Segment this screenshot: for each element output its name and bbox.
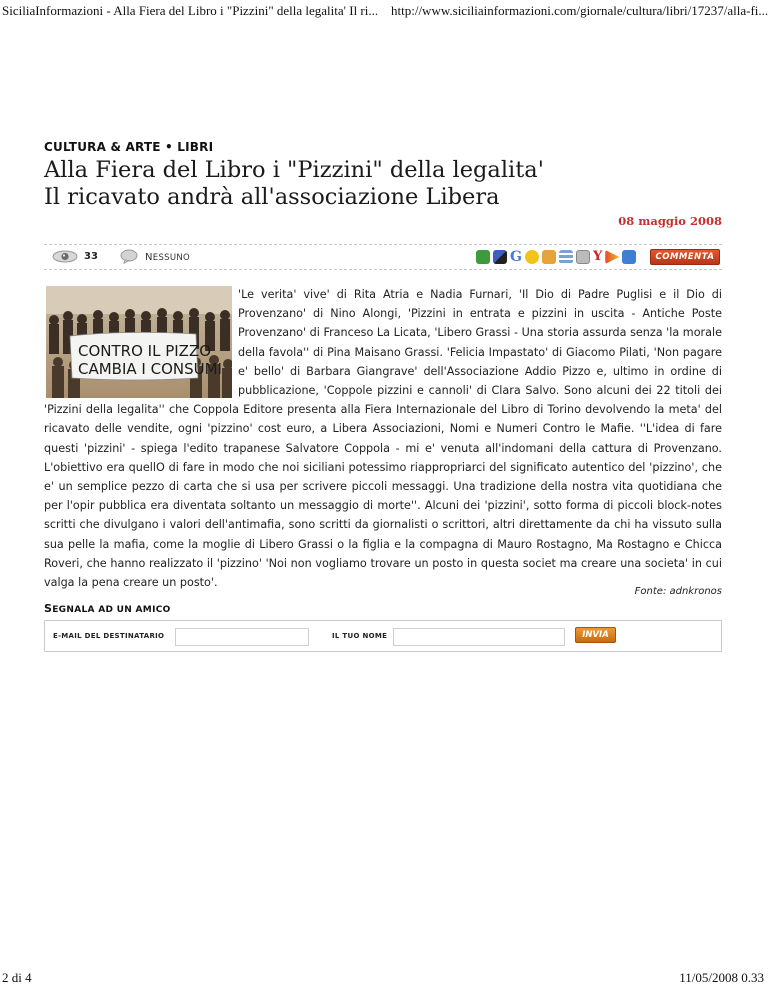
section-kicker: CULTURA & ARTE • LIBRI xyxy=(44,140,214,154)
share-yahoo-icon[interactable]: Y xyxy=(592,249,603,264)
your-name-input[interactable] xyxy=(393,628,565,646)
photo-spacer xyxy=(44,285,238,398)
print-page-url: http://www.siciliainformazioni.com/giornale/cultura/libri/17237/alla-fi... xyxy=(391,3,768,18)
headline-line-2: Il ricavato andrà all'associazione Libera xyxy=(44,184,500,210)
article-source: Fonte: adnkronos xyxy=(634,586,722,597)
share-grid-icon[interactable] xyxy=(576,250,590,264)
share-delicious-icon[interactable] xyxy=(493,250,507,264)
print-header xyxy=(0,0,768,20)
banner-line-1: CONTRO IL PIZZO xyxy=(78,342,212,360)
article-meta-bar xyxy=(44,244,722,270)
share-google-icon[interactable]: G xyxy=(510,249,522,265)
share-form xyxy=(44,620,722,652)
article-body-text: 'Le verita' vive' di Rita Atria e Nadia Furnari, 'Il Dio di Padre Puglisi e il Dio di Provenzano' di Nino Alongi, 'Pizzini in entrata e pizzini in uscita - Antiche Poste Provenzano' di Franceso La Licata, 'Libero Grassi - Una storia assurda senza 'la morale della favola'' di Pina Maisano Grassi. 'Felicia Impastato' di Giacomo Pilati, 'Non pagare e' bello' di Barbara Giangrave' dell'Associazione Addio Pizzo e, ultimo in ordine di pubblicazione, 'Coppole pizzini e cannoli' di Clara Salvo. Sono alcuni dei 22 titoli dei 'Pizzini della legalita'' che Coppola Editore presenta alla Fiera Internazionale del Libro di Torino devolvendo la meta' del ricavato delle vendite, ogni 'pizzino' cost euro, a Libera Associazioni, Nomi e Numeri Contro le Mafie. ''L'idea di fare questi 'pizzini' - spiega l'edito trapanese Salvatore Coppola - mi e' venuta all'indomani della cattura di Provenzano. L'obiettivo era quellO di fare in modo che noi siciliani potessimo riappropriarci del significato autentico del 'pizzino', che e' un semplice pezzo di carta che si usa per scrivere piccoli messaggi. Una tradizione della nostra vita quotidiana che per l'opir pubblica era diventata soltanto un messaggio di morte''. Alcuni dei 'pizzini', sotto forma di piccoli block-notes scritti che divulgano i valori dell'antimafia, sono scritti da giornalisti o scrittori, altri direttamente da chi ha vissuto sulla sua pelle la mafia, come la moglie di Libero Grassi o la figlia e la compagna di Mauro Rostagno, Ma Rostagno e Chicca Roveri, che hanno realizzato il 'pizzino' 'Noi non vogliamo trovare un posto in questa societ ma creare una societa' in cui valga la pena creare un posto'. xyxy=(44,288,722,590)
print-datetime: 11/05/2008 0.33 xyxy=(679,970,764,985)
print-page-title: SiciliaInformazioni - Alla Fiera del Libro i "Pizzini" della legalita' Il ri... xyxy=(2,3,379,18)
comments-count[interactable]: NESSUNO xyxy=(145,252,191,263)
article-body xyxy=(44,285,722,592)
print-page-number: 2 di 4 xyxy=(2,970,32,985)
recipient-email-label: E-MAIL DEL DESTINATARIO xyxy=(53,632,165,640)
article-headline xyxy=(44,157,744,211)
share-yellow-icon[interactable] xyxy=(525,250,539,264)
your-name-label: IL TUO NOME xyxy=(332,632,388,640)
banner-line-2: CAMBIA I CONSUMI xyxy=(78,360,222,378)
headline-line-1: Alla Fiera del Libro i "Pizzini" della legalita' xyxy=(44,157,544,183)
recipient-email-input[interactable] xyxy=(175,628,309,646)
social-share-icons xyxy=(476,249,636,265)
share-blue-icon[interactable] xyxy=(622,250,636,264)
share-arrow-icon[interactable] xyxy=(605,250,619,264)
comment-bubble-icon xyxy=(120,249,138,264)
views-count: 33 xyxy=(84,251,98,262)
commenta-button[interactable]: COMMENTA xyxy=(650,249,720,265)
share-digg-icon[interactable] xyxy=(542,250,556,264)
send-button[interactable]: INVIA xyxy=(575,627,616,643)
share-green-icon[interactable] xyxy=(476,250,490,264)
share-list-icon[interactable] xyxy=(559,250,573,264)
share-section-title: SEGNALA AD UN AMICO xyxy=(44,602,171,615)
eye-icon xyxy=(52,250,78,263)
article-date: 08 maggio 2008 xyxy=(618,214,722,228)
